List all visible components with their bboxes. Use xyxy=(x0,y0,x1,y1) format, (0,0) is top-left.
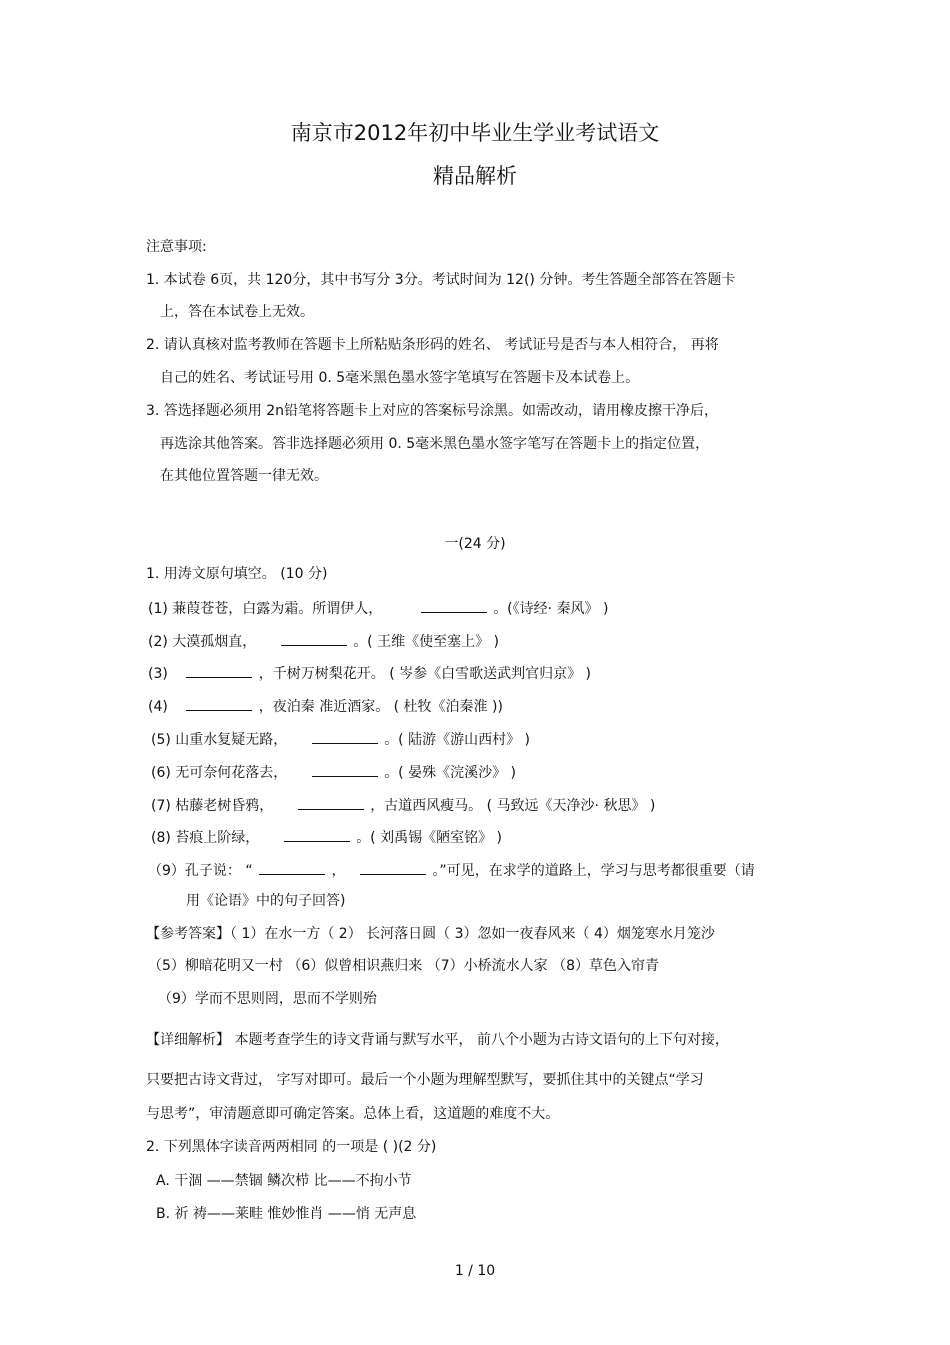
item-separator: ， xyxy=(331,863,346,879)
notice-item-3: 3. 答选择题必须用 2n铅笔将答题卡上对应的答案标号涂黑。如需改动，请用橡皮擦干净后， xyxy=(146,403,719,419)
question-1-item-8 xyxy=(151,827,502,847)
analysis-line-1: 【详细解析】 本题考查学生的诗文背诵与默写水平， 前八个小题为古诗文语句的上下句对接， xyxy=(146,1032,729,1048)
question-2-option-b: B. 祈 祷——莱畦 惟妙惟肖 ——悄 无声息 xyxy=(156,1206,417,1222)
question-2-stem: 2. 下列黑体字读音两两相同 的一项是 ( )(2 分) xyxy=(146,1139,437,1155)
answer-line-2: （5）柳暗花明又一村 （6）似曾相识燕归来 （7）小桥流水人家 （8）草色入帘青 xyxy=(148,958,659,974)
answer-blank xyxy=(298,795,364,810)
question-1-stem: 1. 用涛文原句填空。 (10 分) xyxy=(146,566,328,582)
item-text: 。”可见，在求学的道路上，学习与思考都很重要（请 xyxy=(432,863,755,879)
section-heading: 一(24 分) xyxy=(444,536,506,552)
notice-item-1: 1. 本试卷 6页，共 120分，其中书写分 3分。考试时间为 12() 分钟。考生答题全部答在答题卡 xyxy=(146,272,736,288)
document-title: 南京市2012年初中毕业生学业考试语文 xyxy=(290,121,660,145)
item-source: 。( 陆游《游山西村》 ) xyxy=(384,732,531,748)
answer-blank xyxy=(259,860,325,875)
item-source: ，千树万树梨花开。 ( 岑参《白雪歌送武判官归京》 ) xyxy=(258,666,592,682)
notice-heading: 注意事项: xyxy=(146,239,207,255)
answer-line-1: 【参考答案】（ 1）在水一方（ 2） 长河落日圆（ 3）忽如一夜春风来（ 4）烟笼寒水月笼沙 xyxy=(146,926,715,942)
item-text: (2) 大漠孤烟直， xyxy=(148,634,257,650)
question-2-option-a: A. 干涸 ——禁锢 鳞次栉 比——不拘小节 xyxy=(156,1173,412,1189)
answer-blank xyxy=(421,598,487,613)
question-1-item-4 xyxy=(148,696,503,716)
item-text: (1) 蒹葭苍苍，白露为霜。所谓伊人， xyxy=(148,601,383,617)
notice-item-1-cont: 上，答在本试卷上无效。 xyxy=(160,304,314,320)
notice-item-2-cont: 自己的姓名、考试证号用 0. 5毫米黑色墨水签字笔填写在答题卡及本试卷上。 xyxy=(160,370,640,386)
answer-blank xyxy=(186,696,252,711)
analysis-line-2: 只要把古诗文背过， 字写对即可。最后一个小题为理解型默写，要抓住其中的关键点“学习 xyxy=(146,1072,704,1088)
item-source: 。( 刘禹锡《陋室铭》 ) xyxy=(356,830,503,846)
question-1-item-7 xyxy=(151,795,655,815)
question-1-item-6 xyxy=(151,762,516,782)
answer-blank xyxy=(284,827,350,842)
question-1-item-1 xyxy=(148,598,608,618)
notice-item-3-cont2: 在其他位置答题一律无效。 xyxy=(160,468,328,484)
item-source: ，夜泊秦 准近酒家。 ( 杜牧《泊秦淮 )) xyxy=(258,699,503,715)
question-1-item-9 xyxy=(148,860,755,880)
question-1-item-9-cont: 用《论语》中的句子回答) xyxy=(186,893,346,909)
item-text: （9）孔子说： “ xyxy=(148,863,253,879)
page-number: 1 / 10 xyxy=(454,1263,496,1279)
item-text: (7) 枯藤老树昏鸦， xyxy=(151,798,274,814)
document-subtitle: 精品解析 xyxy=(433,164,517,188)
question-1-item-5 xyxy=(151,729,530,749)
analysis-line-3: 与思考”，审清题意即可确定答案。总体上看，这道题的难度不大。 xyxy=(146,1106,560,1122)
item-source: ，古道西风瘦马。 ( 马致远《天净沙· 秋思》 ) xyxy=(370,798,656,814)
item-source: 。(《诗经· 秦风》 ) xyxy=(493,601,609,617)
item-text: (4) xyxy=(148,699,168,715)
item-text: (6) 无可奈何花落去， xyxy=(151,765,288,781)
answer-blank xyxy=(186,663,252,678)
item-text: (8) 苔痕上阶绿， xyxy=(151,830,260,846)
notice-item-3-cont: 再选涂其他答案。答非选择题必须用 0. 5毫米黑色墨水签字笔写在答题卡上的指定位置， xyxy=(160,436,710,452)
question-1-item-2 xyxy=(148,631,499,651)
answer-line-3: （9）学而不思则罔，思而不学则殆 xyxy=(158,991,377,1007)
answer-blank xyxy=(312,762,378,777)
item-source: 。( 王维《使至塞上》 ) xyxy=(353,634,500,650)
item-text: (3) xyxy=(148,666,168,682)
question-1-item-3 xyxy=(148,663,591,683)
item-text: (5) 山重水复疑无路， xyxy=(151,732,288,748)
answer-blank xyxy=(312,729,378,744)
answer-blank xyxy=(360,860,426,875)
notice-item-2: 2. 请认真核对监考教师在答题卡上所粘贴条形码的姓名、 考试证号是否与本人相符合， 再将 xyxy=(146,337,719,353)
item-source: 。( 晏殊《浣溪沙》 ) xyxy=(384,765,517,781)
answer-blank xyxy=(281,631,347,646)
